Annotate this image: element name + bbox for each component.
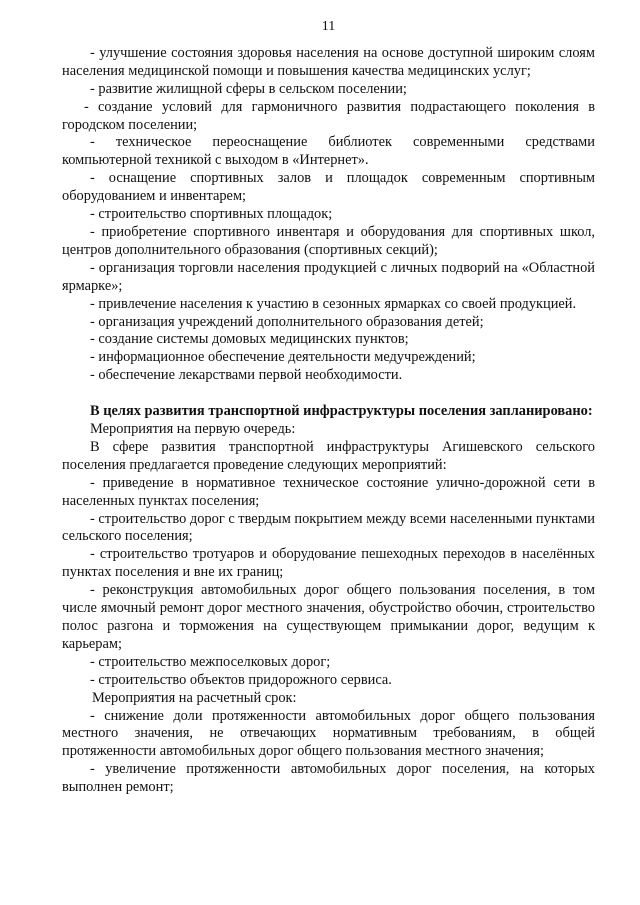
page-number: 11: [321, 19, 336, 34]
stage-title: Мероприятия на расчетный срок:: [92, 689, 297, 706]
list-item: - снижение доли протяженности автомобильных дорог общего пользования местного значения, не отвечающих нормативным требованиям, в общей протяженности автомобильных дорог общего пользования местного значения;: [62, 707, 595, 760]
list-item: - строительство дорог с твердым покрытием между всеми населенными пунктами сельского поселения;: [62, 510, 595, 545]
list-item: - строительство тротуаров и оборудование пешеходных переходов в населённых пунктах поселения и вне их границ;: [62, 546, 595, 581]
list-item: - обеспечение лекарствами первой необходимости.: [90, 367, 403, 384]
list-item: - техническое переоснащение библиотек современными средствами компьютерной техникой с выходом в «Интернет».: [62, 134, 595, 169]
stage-title: Мероприятия на первую очередь:: [90, 421, 296, 438]
list-item: - строительство спортивных площадок;: [90, 206, 333, 223]
document-page: [62, 18, 595, 797]
list-item: - организация торговли населения продукцией с личных подворий на «Областной ярмарке»;: [62, 259, 595, 294]
list-item: - оснащение спортивных залов и площадок современным спортивным оборудованием и инвентарем;: [62, 170, 595, 205]
list-item: - строительство межпоселковых дорог;: [90, 653, 331, 670]
paragraph-gap: [62, 385, 595, 403]
stage-intro: В сфере развития транспортной инфраструктуры Агишевского сельского поселения предлагается проведение следующих мероприятий:: [62, 438, 595, 473]
list-item: - создание условий для гармоничного развития подрастающего поколения в городском поселении;: [62, 98, 595, 133]
list-item: - увеличение протяженности автомобильных дорог поселения, на которых выполнен ремонт;: [62, 761, 595, 796]
list-item: - строительство объектов придорожного сервиса.: [90, 671, 392, 688]
section-heading: В целях развития транспортной инфраструктуры поселения запланировано:: [90, 403, 593, 420]
list-item: - реконструкция автомобильных дорог общего пользования поселения, в том числе ямочный ремонт дорог местного значения, обустройство обочин, строительство полос разгона и торможения на существующем примыкании дорог, ведущим к карьерам;: [62, 582, 595, 652]
list-item: - приобретение спортивного инвентаря и оборудования для спортивных школ, центров дополнительного образования (спортивных секций);: [62, 223, 595, 258]
list-item: - привлечение населения к участию в сезонных ярмарках со своей продукцией.: [90, 295, 577, 312]
list-item: - организация учреждений дополнительного образования детей;: [90, 313, 484, 330]
list-item: - создание системы домовых медицинских пунктов;: [90, 331, 409, 348]
list-item: - приведение в нормативное техническое состояние улично-дорожной сети в населенных пунктах поселения;: [62, 474, 595, 509]
list-item: - улучшение состояния здоровья населения на основе доступной широким слоям населения медицинской помощи и повышения качества медицинских услуг;: [62, 44, 595, 79]
list-item: - информационное обеспечение деятельности медучреждений;: [90, 349, 476, 366]
list-item: - развитие жилищной сферы в сельском поселении;: [90, 80, 407, 97]
